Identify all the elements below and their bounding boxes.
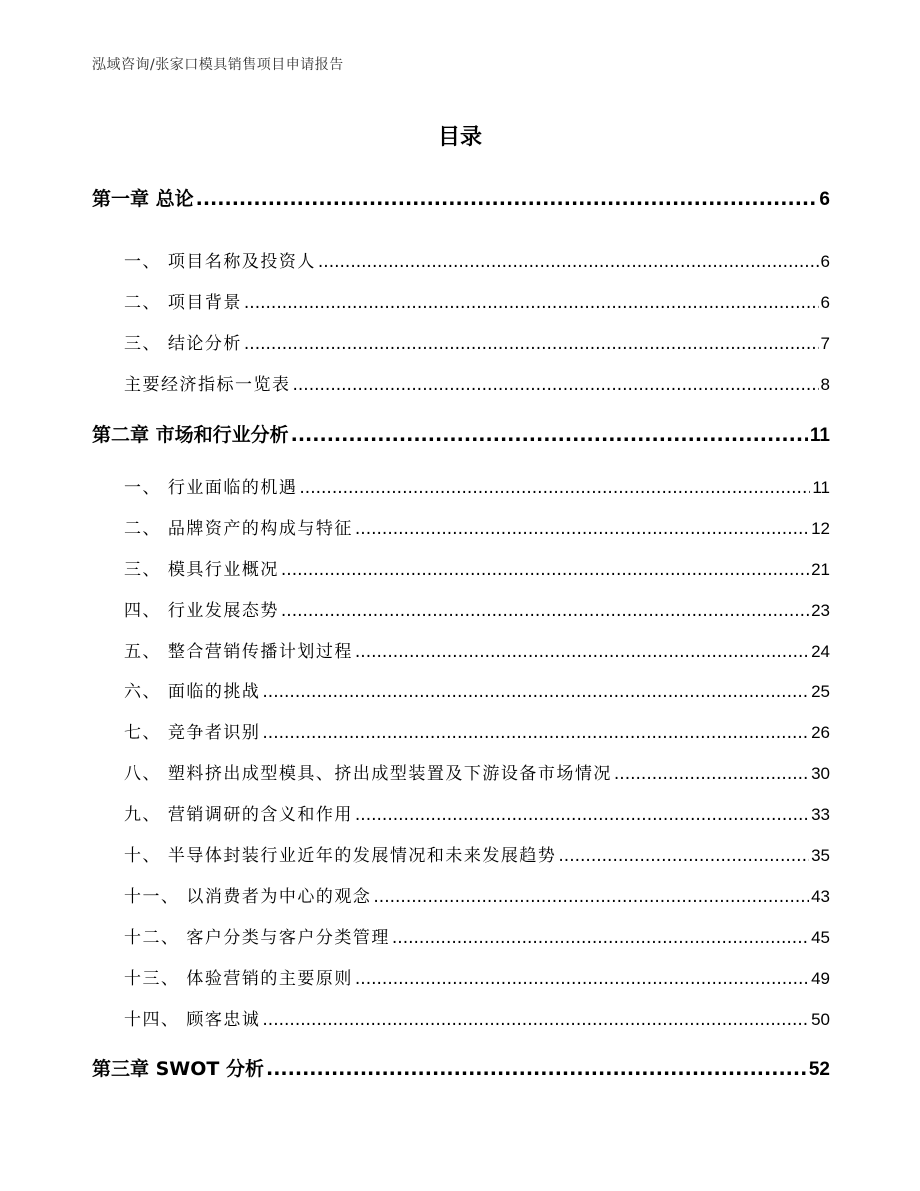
- toc-leader-dots: [196, 188, 818, 210]
- toc-entry-page: 30: [811, 764, 830, 783]
- toc-entry-label: 二、 品牌资产的构成与特征: [124, 519, 353, 539]
- toc-entry-section[interactable]: [124, 759, 830, 784]
- toc-entry-label: 一、 项目名称及投资人: [124, 252, 316, 272]
- toc-leader-dots: [392, 928, 809, 948]
- toc-leader-dots: [355, 969, 809, 989]
- toc-entry-page: 6: [820, 293, 830, 312]
- toc-leader-dots: [262, 723, 809, 743]
- toc-entry-label: 十四、 顾客忠诚: [124, 1010, 261, 1030]
- toc-entry-page: 25: [811, 682, 830, 701]
- toc-entry-section[interactable]: [124, 514, 830, 539]
- toc-entry-section[interactable]: [124, 800, 830, 825]
- toc-entry-page: 24: [811, 642, 830, 661]
- toc-entry-section[interactable]: [124, 923, 830, 948]
- toc-leader-dots: [355, 642, 809, 662]
- toc-entry-label: 主要经济指标一览表: [124, 375, 291, 395]
- toc-leader-dots: [262, 682, 809, 702]
- toc-entry-section[interactable]: [124, 329, 830, 354]
- toc-leader-dots: [281, 601, 809, 621]
- toc-entry-page: 11: [809, 425, 830, 446]
- toc-leader-dots: [291, 424, 808, 446]
- page-header: 泓域咨询/张家口模具销售项目申请报告: [92, 57, 344, 73]
- toc-leader-dots: [614, 764, 809, 784]
- toc-entry-section[interactable]: [124, 1005, 830, 1030]
- toc-entry-section[interactable]: [124, 677, 830, 702]
- toc-leader-dots: [558, 846, 809, 866]
- toc-leader-dots: [244, 293, 819, 313]
- toc-entry-chapter-1[interactable]: [92, 184, 830, 211]
- toc-entry-section[interactable]: [124, 473, 830, 498]
- toc-entry-label: 十一、 以消费者为中心的观念: [124, 887, 372, 907]
- toc-entry-label: 九、 营销调研的含义和作用: [124, 805, 353, 825]
- toc-entry-page: 45: [811, 928, 830, 947]
- toc-entry-label: 十、 半导体封装行业近年的发展情况和未来发展趋势: [124, 846, 557, 866]
- toc-entry-page: 52: [808, 1059, 830, 1080]
- toc-entry-section[interactable]: [124, 370, 830, 395]
- toc-entry-page: 49: [811, 969, 830, 988]
- toc-entry-label: 十二、 客户分类与客户分类管理: [124, 928, 390, 948]
- toc-entry-section[interactable]: [124, 718, 830, 743]
- toc-entry-page: 12: [811, 519, 830, 538]
- toc-entry-label: 八、 塑料挤出成型模具、挤出成型装置及下游设备市场情况: [124, 764, 612, 784]
- page-title: 目录: [437, 125, 482, 150]
- toc-entry-page: 6: [820, 252, 830, 271]
- toc-entry-label: 第二章 市场和行业分析: [92, 424, 289, 446]
- toc-entry-label: 四、 行业发展态势: [124, 601, 279, 621]
- toc-leader-dots: [318, 252, 819, 272]
- toc-leader-dots: [262, 1010, 809, 1030]
- toc-entry-page: 33: [811, 805, 830, 824]
- toc-entry-label: 一、 行业面临的机遇: [124, 478, 298, 498]
- toc-entry-section[interactable]: [124, 882, 830, 907]
- toc-entry-page: 26: [811, 723, 830, 742]
- toc-entry-label: 三、 结论分析: [124, 334, 242, 354]
- toc-entry-section[interactable]: [124, 964, 830, 989]
- toc-leader-dots: [281, 560, 809, 580]
- toc-entry-section[interactable]: [124, 841, 830, 866]
- toc-entry-label: 五、 整合营销传播计划过程: [124, 642, 353, 662]
- toc-leader-dots: [373, 887, 809, 907]
- toc-entry-page: 11: [812, 478, 830, 497]
- toc-entry-section[interactable]: [124, 555, 830, 580]
- toc-leader-dots: [244, 334, 819, 354]
- toc-entry-label: 十三、 体验营销的主要原则: [124, 969, 353, 989]
- toc-entry-label: 三、 模具行业概况: [124, 560, 279, 580]
- toc-leader-dots: [293, 375, 819, 395]
- toc-entry-label: 七、 竞争者识别: [124, 723, 261, 743]
- toc-entry-section[interactable]: [124, 637, 830, 662]
- toc-entry-page: 7: [820, 334, 830, 353]
- toc-entry-chapter-3[interactable]: [92, 1054, 830, 1081]
- toc-entry-page: 35: [811, 846, 830, 865]
- toc-entry-page: 43: [811, 887, 830, 906]
- toc-entry-section[interactable]: [124, 247, 830, 272]
- toc-leader-dots: [355, 805, 809, 825]
- toc-entry-page: 23: [811, 601, 830, 620]
- toc-entry-label: 第一章 总论: [92, 188, 194, 210]
- toc-leader-dots: [299, 478, 810, 498]
- toc-entry-page: 8: [820, 375, 830, 394]
- toc-entry-section[interactable]: [124, 288, 830, 313]
- toc-entry-page: 21: [811, 560, 830, 579]
- toc-entry-label: 二、 项目背景: [124, 293, 242, 313]
- toc-entry-label: 第三章 SWOT 分析: [92, 1058, 264, 1080]
- toc-entry-page: 50: [811, 1010, 830, 1029]
- toc-leader-dots: [355, 519, 809, 539]
- toc-entry-page: 6: [819, 189, 830, 210]
- toc-entry-label: 六、 面临的挑战: [124, 682, 261, 702]
- toc-leader-dots: [266, 1058, 807, 1080]
- toc-entry-chapter-2[interactable]: [92, 420, 830, 447]
- toc-entry-section[interactable]: [124, 596, 830, 621]
